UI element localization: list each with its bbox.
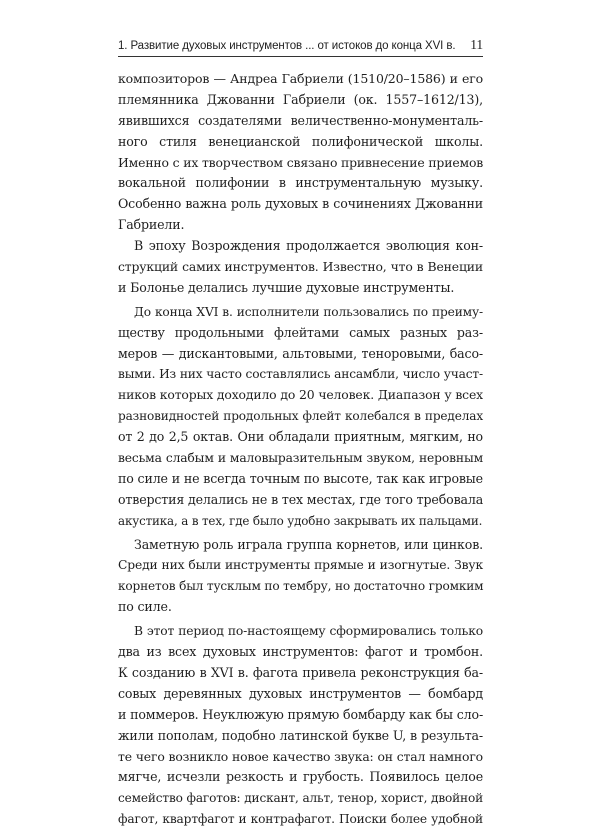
text-line: совых деревянных духовых инструментов — бомбард xyxy=(118,685,483,701)
text-line: фагот, квартфагот и контрафагот. Поиски более удобной xyxy=(118,812,483,827)
text-line: два из всех духовых инструментов: фагот и тромбон. xyxy=(118,644,483,660)
text-line: мягче, исчезли резкость и грубость. Появилось целое xyxy=(118,769,483,785)
text-line: племянника Джованни Габриели (ок. 1557–1612/13), xyxy=(118,91,483,107)
text-line: В эпоху Возрождения продолжается эволюция кон- xyxy=(134,238,483,254)
text-line: явившихся создателями величественно-монументаль- xyxy=(118,112,483,128)
running-title: 1. Развитие духовых инструментов ... от истоков до конца XVI в. xyxy=(118,40,456,52)
text-line: ществу продольными флейтами самых разных раз- xyxy=(118,324,483,340)
text-line: струкций самих инструментов. Известно, что в Венеции xyxy=(118,259,483,275)
text-line: композиторов — Андреа Габриели (1510/20–1586) и его xyxy=(118,71,483,86)
text-line: весьма слабым и маловыразительным звуком, неровным xyxy=(118,451,483,466)
text-line: Особенно важна роль духовых в сочинениях Джованни xyxy=(118,196,483,212)
text-line: по силе и не всегда точным по высоте, так как игровые xyxy=(118,470,483,486)
text-line: разновидностей продольных флейт колебался в пределах xyxy=(118,409,483,424)
text-line: Габриели. xyxy=(118,217,185,233)
text-line: В этот период по-настоящему сформировались только xyxy=(134,624,483,639)
header-rule xyxy=(118,56,483,57)
body-text xyxy=(118,69,483,830)
text-line: Среди них были инструменты прямые и изогнутые. Звук xyxy=(118,558,483,573)
text-line: те чего возникло новое качество звука: он стал намного xyxy=(118,748,483,764)
text-line: ников которых доходило до 20 человек. Диапазон у всех xyxy=(118,387,483,403)
text-line: и поммеров. Неуклюжую прямую бомбарду как бы сло- xyxy=(118,706,484,722)
text-line: К созданию в XVI в. фагота привела реконструкция ба- xyxy=(118,664,483,680)
text-line: Именно с их творчеством связано привнесение приемов xyxy=(118,154,484,170)
running-header xyxy=(118,37,483,53)
text-line: вокальной полифонии в инструментальную музыку. xyxy=(118,175,483,191)
text-line: выми. Из них часто составлялись ансамбли, число участ- xyxy=(118,367,483,382)
page-number: 11 xyxy=(470,37,483,52)
text-line: отверстия делались не в тех местах, где того требовала xyxy=(118,491,484,507)
text-line: До конца XVI в. исполнители пользовались по преиму- xyxy=(134,304,483,319)
text-line: жили пополам, подобно латинской букве U, в результа- xyxy=(118,727,483,743)
text-line: акустика, а в тех, где было удобно закрывать их пальцами. xyxy=(118,513,483,528)
text-line: по силе. xyxy=(118,599,172,615)
text-line: корнетов был тусклым по тембру, но достаточно громким xyxy=(118,579,484,594)
text-line: от 2 до 2,5 октав. Они обладали приятным, мягким, но xyxy=(118,429,483,445)
text-line: Заметную роль играла группа корнетов, или цинков. xyxy=(134,536,483,552)
text-line: ного стиля венецианской полифонической школы. xyxy=(118,133,483,149)
text-line: меров — дискантовыми, альтовыми, теноровыми, басо- xyxy=(118,345,483,361)
text-line: семейство фаготов: дискант, альт, тенор, хорист, двойной xyxy=(118,791,483,806)
text-line: и Болонье делались лучшие духовые инструменты. xyxy=(118,279,455,295)
